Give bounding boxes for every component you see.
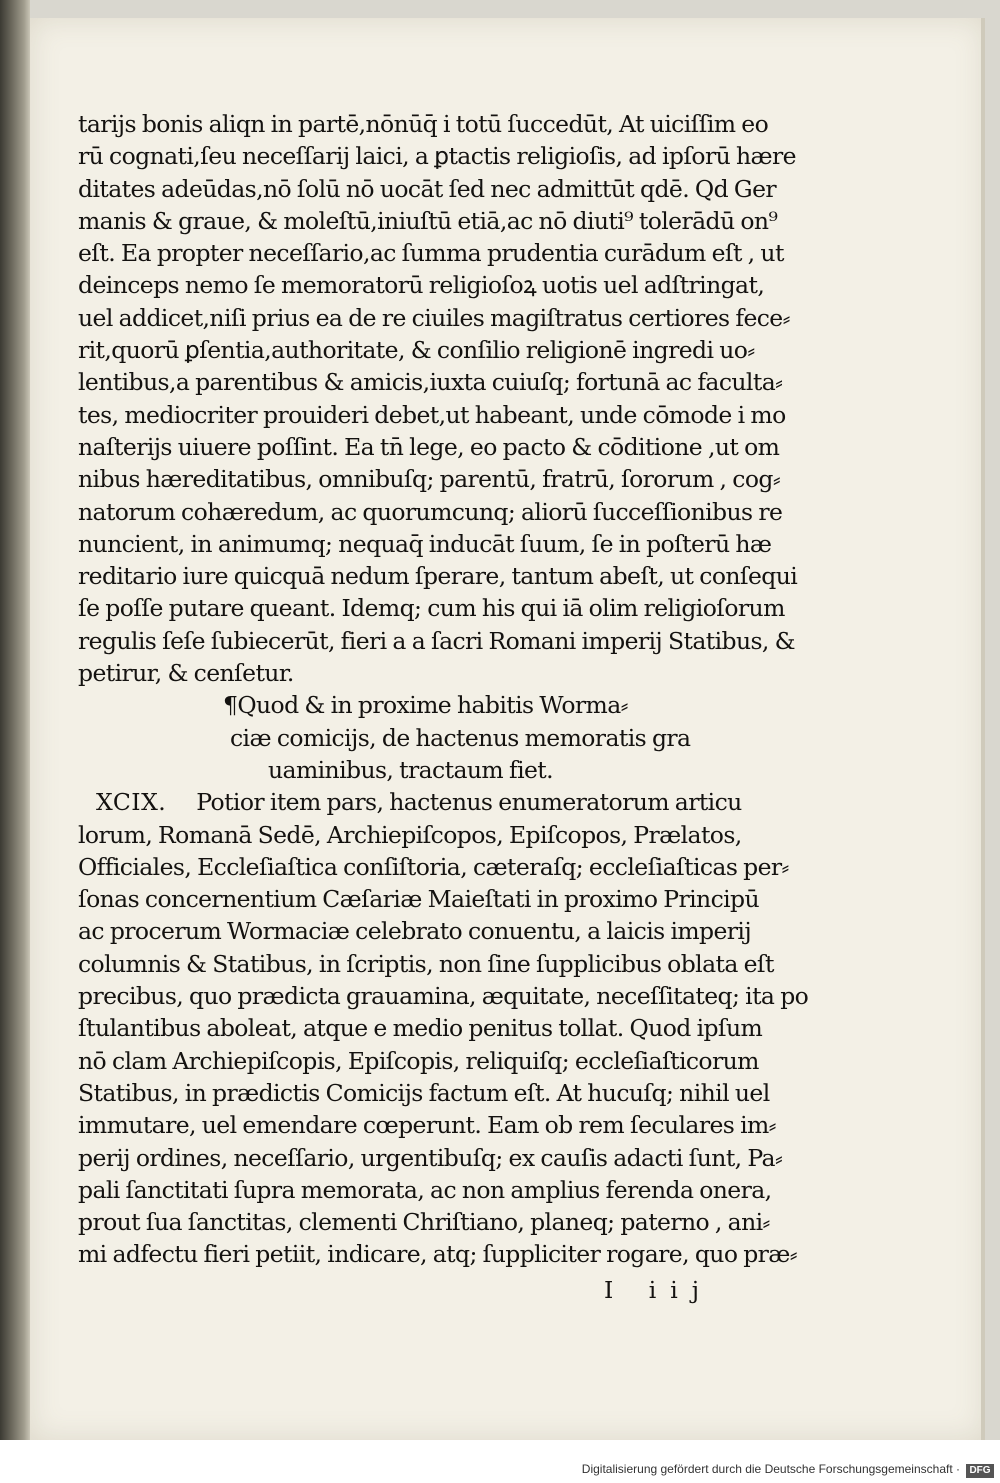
text-line: ditates adeūdas,nō ſolū nō uocāt ſed nec admittūt qdē. Qd Ger [78,174,777,203]
text-line: petirur, & cenſetur. [78,659,294,688]
text-line: regulis ſeſe ſubiecerūt, fieri a a ſacri Romani imperij Statibus, & [78,626,795,655]
section-heading-line: uaminibus, tractaum fiet. [268,755,554,784]
section-first-line-text: Potior item pars, hactenus enumeratorum articu [196,788,742,817]
text-line: rū cognati,ſeu neceſſarij laici, a ꝑtactis religioſis, ad ipſorū hære [78,142,796,171]
text-line: tes, mediocriter prouideri debet,ut habeant, unde cōmode i mo [78,400,786,429]
text-line: nō clam Archiepiſcopis, Epiſcopis, reliquiſq; eccleſiaſticorum [78,1046,759,1075]
text-line: nibus hæreditatibus, omnibuſq; parentū, fratrū, ſororum , cog⸗ [78,465,781,494]
text-line: ſonas concernentium Cæſariæ Maieſtati in proximo Principū [78,885,760,914]
text-line: uel addicet,niſi prius ea de re ciuiles magiſtratus certiores fece⸗ [78,303,790,332]
text-line: prout ſua ſanctitas, clementi Chriſtiano, planeq; paterno , ani⸗ [78,1208,770,1237]
text-line: naſterijs uiuere poſſint. Ea tn̄ lege, eo pacto & cōditione ,ut om [78,432,780,461]
text-line: deinceps nemo ſe memoratorū religioſoꝝ uotis uel adſtringat, [78,271,765,300]
text-line: immutare, uel emendare cœperunt. Eam ob rem ſeculares im⸗ [78,1111,776,1140]
text-line: perij ordines, neceſſario, urgentibuſq; ex cauſis adacti ſunt, Pa⸗ [78,1143,783,1172]
footer-bar [0,1440,1000,1483]
text-line: Statibus, in prædictis Comicijs factum eſt. At hucuſq; nihil uel [78,1078,770,1107]
body-text [78,108,818,1271]
signature-mark: I iij [604,1276,714,1304]
text-line: ſe poſſe putare queant. Idemq; cum his qui iā olim religioſorum [78,594,785,623]
text-line: pali ſanctitati ſupra memorata, ac non amplius ferenda onera, [78,1175,772,1204]
text-line: manis & graue, & moleſtū,iniuſtū etiā,ac nō diuti⁹ tolerādū on⁹ [78,206,778,235]
text-line: lorum, Romanā Sedē, Archiepiſcopos, Epiſcopos, Prælatos, [78,820,742,849]
dfg-logo-icon: DFG [966,1464,994,1478]
text-line: eſt. Ea propter neceſſario,ac ſumma prudentia curādum eſt , ut [78,239,784,268]
section-number: XCIX. [96,788,167,817]
funding-credit: Digitalisierung gefördert durch die Deutsche Forschungsgemeinschaft · [581,1462,960,1476]
section-heading-line: ciæ comicijs, de hactenus memoratis gra [230,723,691,752]
text-line: tarijs bonis aliqn in partē,nōnūq̄ i totū ſuccedūt, At uiciſſim eo [78,110,769,138]
text-line: ſtulantibus aboleat, atque e medio penitus tollat. Quod ipſum [78,1014,763,1043]
section-first-line [78,786,818,818]
text-line: columnis & Statibus, in ſcriptis, non ſine ſupplicibus oblata eſt [78,949,774,978]
text-line: mi adfectu fieri petiit, indicare, atq; ſuppliciter rogare, quo præ⸗ [78,1240,798,1269]
text-line: Officiales, Eccleſiaſtica conſiſtoria, cæteraſq; eccleſiaſticas per⸗ [78,852,789,881]
text-line: ac procerum Wormaciæ celebrato conuentu, a laicis imperij [78,917,752,946]
section-heading-line: ¶Quod & in proxime habitis Worma⸗ [223,691,628,720]
text-line: natorum cohæredum, ac quorumcunq; aliorū ſucceſſionibus re [78,497,783,526]
page-edge [981,18,985,1440]
text-line: precibus, quo prædicta grauamina, æquitate, neceſſitateq; ita po [78,982,809,1011]
book-binding-shadow [0,0,30,1440]
text-line: rit,quorū ꝑſentia,authoritate, & conſilio religionē ingredi uo⸗ [78,336,755,365]
text-line: nuncient, in animumq; nequaq̄ inducāt ſuum, ſe in poſterū hæ [78,529,772,558]
text-line: reditario iure quicquā nedum ſperare, tantum abeſt, ut conſequi [78,562,798,591]
text-line: lentibus,a parentibus & amicis,iuxta cuiuſq; fortunā ac faculta⸗ [78,368,783,397]
